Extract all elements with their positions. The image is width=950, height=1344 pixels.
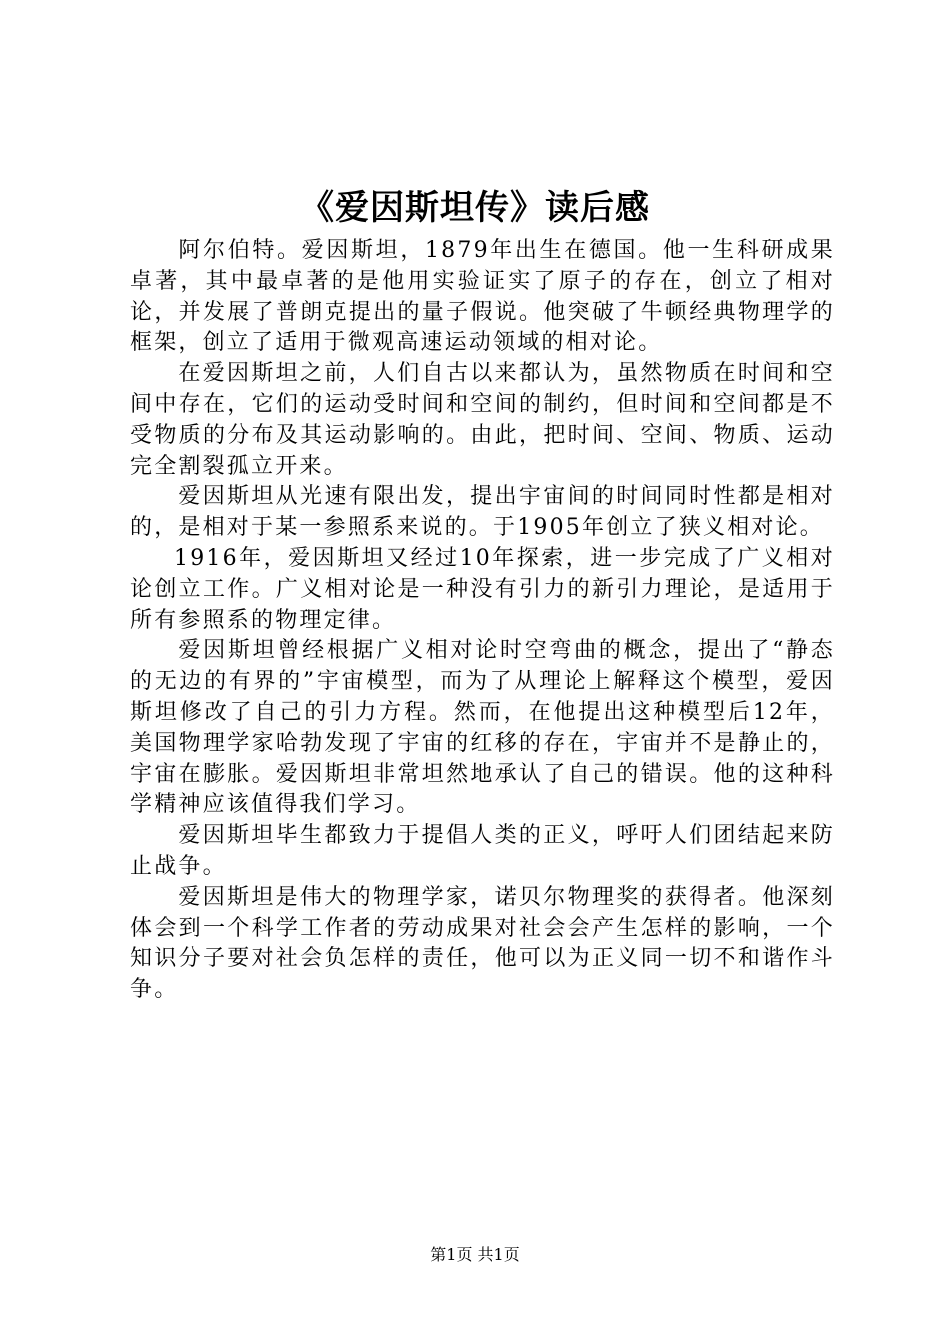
- paragraph-3: 爱因斯坦从光速有限出发，提出宇宙间的时间同时性都是相对的，是相对于某一参照系来说的。于1905年创立了狭义相对论。: [130, 484, 835, 541]
- paragraph-4: 1916年，爱因斯坦又经过10年探索，进一步完成了广义相对论创立工作。广义相对论是一种没有引力的新引力理论，是适用于所有参照系的物理定律。: [130, 545, 835, 633]
- document-title: 《爱因斯坦传》读后感: [300, 188, 650, 228]
- page-footer: 第1页 共1页: [430, 1245, 520, 1264]
- document-body: [130, 236, 835, 1006]
- paragraph-2: 在爱因斯坦之前，人们自古以来都认为，虽然物质在时间和空间中存在，它们的运动受时间和空间的制约，但时间和空间都是不受物质的分布及其运动影响的。由此，把时间、空间、物质、运动完全割裂孤立开来。: [130, 361, 835, 479]
- paragraph-5: 爱因斯坦曾经根据广义相对论时空弯曲的概念，提出了“静态的无边的有界的”宇宙模型，而为了从理论上解释这个模型，爱因斯坦修改了自己的引力方程。然而，在他提出这种模型后12年，美国物理学家哈勃发现了宇宙的红移的存在，宇宙并不是静止的，宇宙在膨胀。爱因斯坦非常坦然地承认了自己的错误。他的这种科学精神应该值得我们学习。: [130, 638, 835, 818]
- paragraph-7: 爱因斯坦是伟大的物理学家，诺贝尔物理奖的获得者。他深刻体会到一个科学工作者的劳动成果对社会会产生怎样的影响，一个知识分子要对社会负怎样的责任，他可以为正义同一切不和谐作斗争。: [130, 884, 835, 1003]
- paragraph-1: 阿尔伯特。爱因斯坦，1879年出生在德国。他一生科研成果卓著，其中最卓著的是他用实验证实了原子的存在，创立了相对论，并发展了普朗克提出的量子假说。他突破了牛顿经典物理学的框架，创立了适用于微观高速运动领域的相对论。: [130, 238, 835, 356]
- paragraph-6: 爱因斯坦毕生都致力于提倡人类的正义，呼吁人们团结起来防止战争。: [130, 823, 835, 879]
